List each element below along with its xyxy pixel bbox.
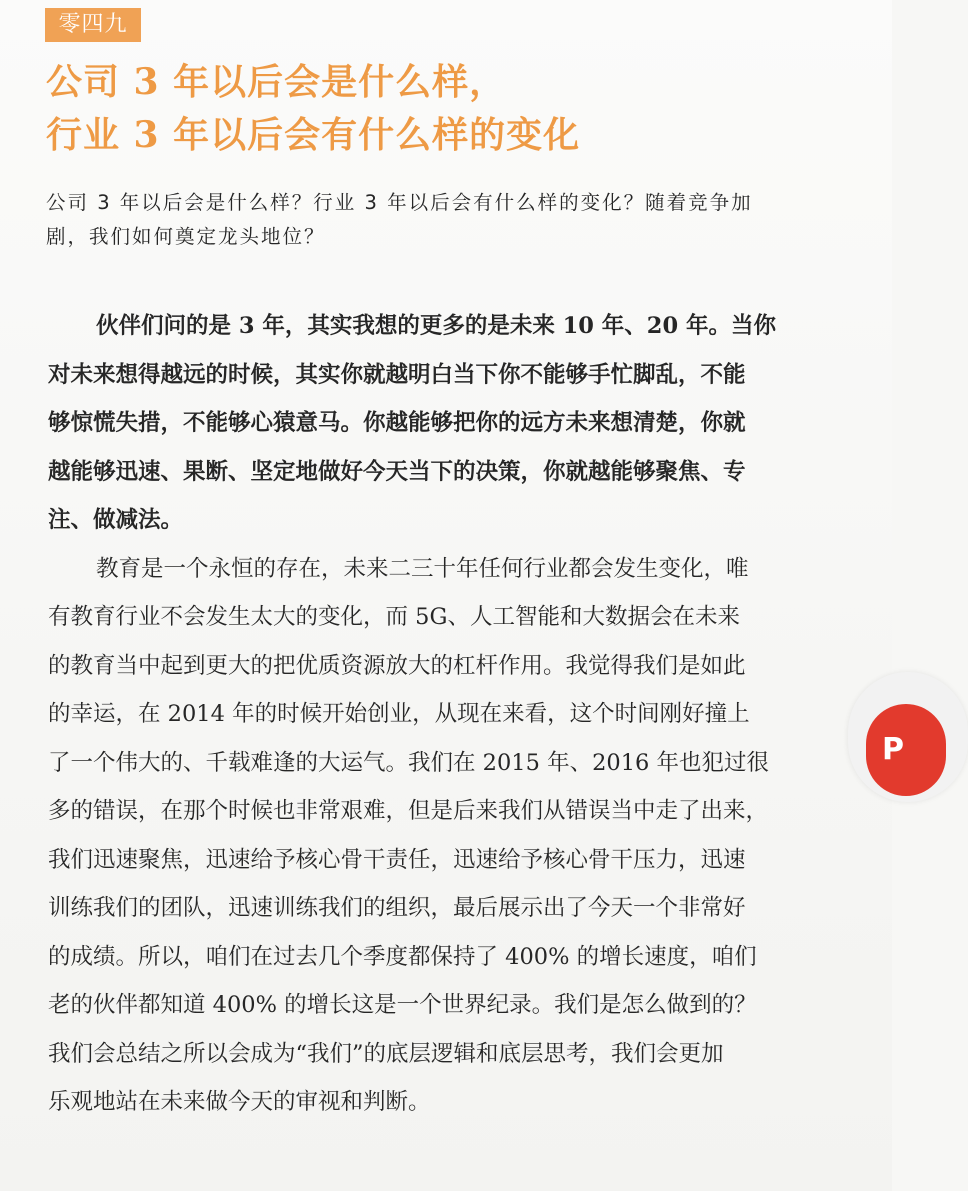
paragraph-2 <box>48 545 838 1127</box>
text-line: 伙伴们问的是 3 年，其实我想的更多的是未来 10 年、20 年。当你 <box>96 313 776 339</box>
text-line: 的成绩。所以，咱们在过去几个季度都保持了 400% 的增长速度，咱们 <box>48 943 757 970</box>
text-line: 我们会总结之所以会成为“我们”的底层逻辑和底层思考，我们会更加 <box>48 1040 724 1067</box>
question-line: 剧，我们如何奠定龙头地位？ <box>46 225 326 248</box>
chapter-title <box>46 56 826 162</box>
chapter-question <box>46 186 836 254</box>
text-line: 多的错误，在那个时候也非常艰难，但是后来我们从错误当中走了出来， <box>48 798 769 824</box>
text-line: 的教育当中起到更大的把优质资源放大的杠杆作用。我觉得我们是如此 <box>48 652 746 679</box>
text-line: 注、做减法。 <box>48 507 184 533</box>
floating-action-button[interactable]: P <box>866 704 946 796</box>
text-line: 训练我们的团队，迅速训练我们的组织，最后展示出了今天一个非常好 <box>48 895 746 921</box>
text-line: 我们迅速聚焦，迅速给予核心骨干责任，迅速给予核心骨干压力，迅速 <box>48 846 746 873</box>
text-line: 越能够迅速、果断、坚定地做好今天当下的决策，你就越能够聚焦、专 <box>48 458 746 485</box>
question-line: 公司 3 年以后会是什么样？行业 3 年以后会有什么样的变化？随着竞争加 <box>46 191 753 214</box>
body-text <box>48 302 838 1127</box>
paragraph-1 <box>48 302 838 545</box>
text-line: 老的伙伴都知道 400% 的增长这是一个世界纪录。我们是怎么做到的？ <box>48 992 757 1018</box>
text-line: 的幸运，在 2014 年的时候开始创业，从现在来看，这个时间刚好撞上 <box>48 701 750 727</box>
text-line: 了一个伟大的、千载难逢的大运气。我们在 2015 年、2016 年也犯过很 <box>48 749 769 776</box>
chapter-title-line: 公司 3 年以后会是什么样， <box>46 61 507 103</box>
text-line: 够惊慌失措，不能够心猿意马。你越能够把你的远方未来想清楚，你就 <box>48 410 746 436</box>
text-line: 教育是一个永恒的存在，未来二三十年任何行业都会发生变化，唯 <box>96 555 749 582</box>
text-line: 有教育行业不会发生太大的变化，而 5G、人工智能和大数据会在未来 <box>48 604 740 630</box>
text-line: 乐观地站在未来做今天的审视和判断。 <box>48 1089 431 1115</box>
chapter-title-line: 行业 3 年以后会有什么样的变化 <box>46 114 581 156</box>
chapter-number-badge: 零四九 <box>45 8 141 42</box>
text-line: 对未来想得越远的时候，其实你就越明白当下你不能够手忙脚乱，不能 <box>48 361 746 388</box>
